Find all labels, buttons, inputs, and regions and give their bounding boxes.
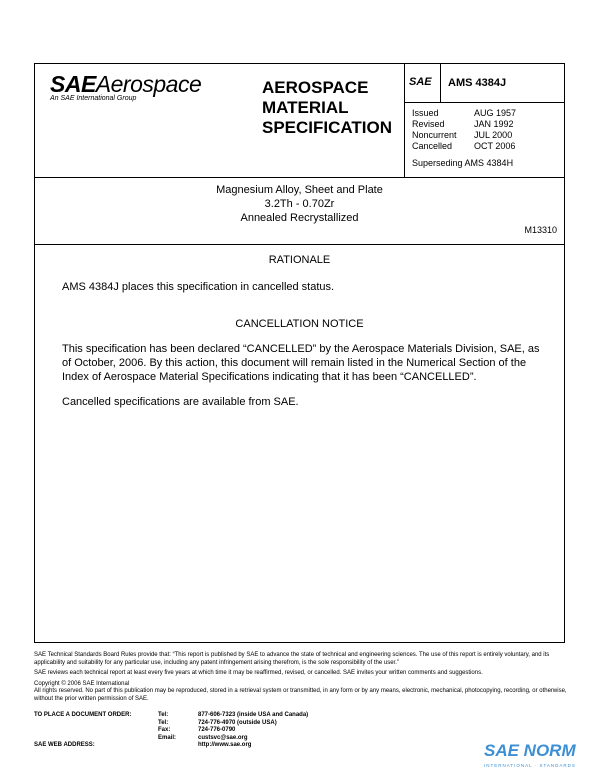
date-block xyxy=(412,108,516,152)
legal-footer xyxy=(34,652,574,703)
header-divider xyxy=(34,177,565,178)
sae-small-logo: SAE xyxy=(409,76,432,88)
date-row-cancelled: Cancelled OCT 2006 xyxy=(412,141,516,151)
email-link[interactable]: custsvc@sae.org xyxy=(198,734,248,741)
cancellation-heading: CANCELLATION NOTICE xyxy=(235,318,364,330)
superseding-note: Superseding AMS 4384H xyxy=(412,158,514,168)
sae-aerospace-logo: SAEAerospace An SAE International Group xyxy=(50,71,202,102)
footer-rights: All rights reserved. No part of this publication may be reproduced, stored in a retrieval system or transmitted, in any form or by any means, electronic, mechanical, photocopying, recording, or otherwise, without the prior written permission of SAE. xyxy=(34,688,567,702)
date-row-noncurrent: Noncurrent JUL 2000 xyxy=(412,130,513,140)
rationale-heading: RATIONALE xyxy=(268,254,331,266)
availability-paragraph: Cancelled specifications are available from SAE. xyxy=(62,396,299,408)
title-divider xyxy=(34,244,565,245)
date-row-revised: Revised JAN 1992 xyxy=(412,119,514,129)
sae-norm-watermark: SAE NORM INTERNATIONAL · STANDARDS xyxy=(484,741,576,768)
footer-review: SAE reviews each technical report at least every five years at which time it may be reaffirmed, revised, or cancelled. SAE invites your written comments and suggestions. xyxy=(34,670,483,676)
document-title: Magnesium Alloy, Sheet and Plate 3.2Th - 0.70Zr Annealed Recrystallized xyxy=(216,184,383,224)
contact-block: TO PLACE A DOCUMENT ORDER: Tel: 877-606-7323 (inside USA and Canada) Tel: 724-776-4970 (outside USA) Fax: 724-776-0790 Email: custsvc@sae.org SAE WEB ADDRESS: http://www.sae.org xyxy=(34,712,309,748)
header-column-divider xyxy=(404,63,405,177)
docnum-box-divider xyxy=(440,63,441,103)
spec-type-title: AEROSPACE MATERIAL SPECIFICATION xyxy=(262,78,393,137)
web-address-link[interactable]: http://www.sae.org xyxy=(198,742,252,748)
docnum-box-bottom xyxy=(404,102,565,103)
footer-copyright: Copyright © 2006 SAE International xyxy=(34,680,130,687)
document-code: M13310 xyxy=(524,225,557,235)
date-row-issued: Issued AUG 1957 xyxy=(412,108,517,118)
cancellation-paragraph: This specification has been declared “CANCELLED” by the Aerospace Materials Division, SAE, as of October, 2006. By this action, this document will remain listed in the Numerical Section of the Index of Aerospace Material Specifications indicating that it has been “CANCELLED”. xyxy=(62,343,540,383)
document-number: AMS 4384J xyxy=(448,77,507,89)
rationale-text: AMS 4384J places this specification in cancelled status. xyxy=(62,281,335,293)
logo-tagline: An SAE International Group xyxy=(50,95,137,102)
footer-rules: SAE Technical Standards Board Rules provide that: “This report is published by SAE to advance the state of technical and engineering sciences. The use of this report is entirely voluntary, and its applicability and suitability for any particular use, including any patent infringement arising therefrom, is the sole responsibility of the user.” xyxy=(34,652,550,666)
